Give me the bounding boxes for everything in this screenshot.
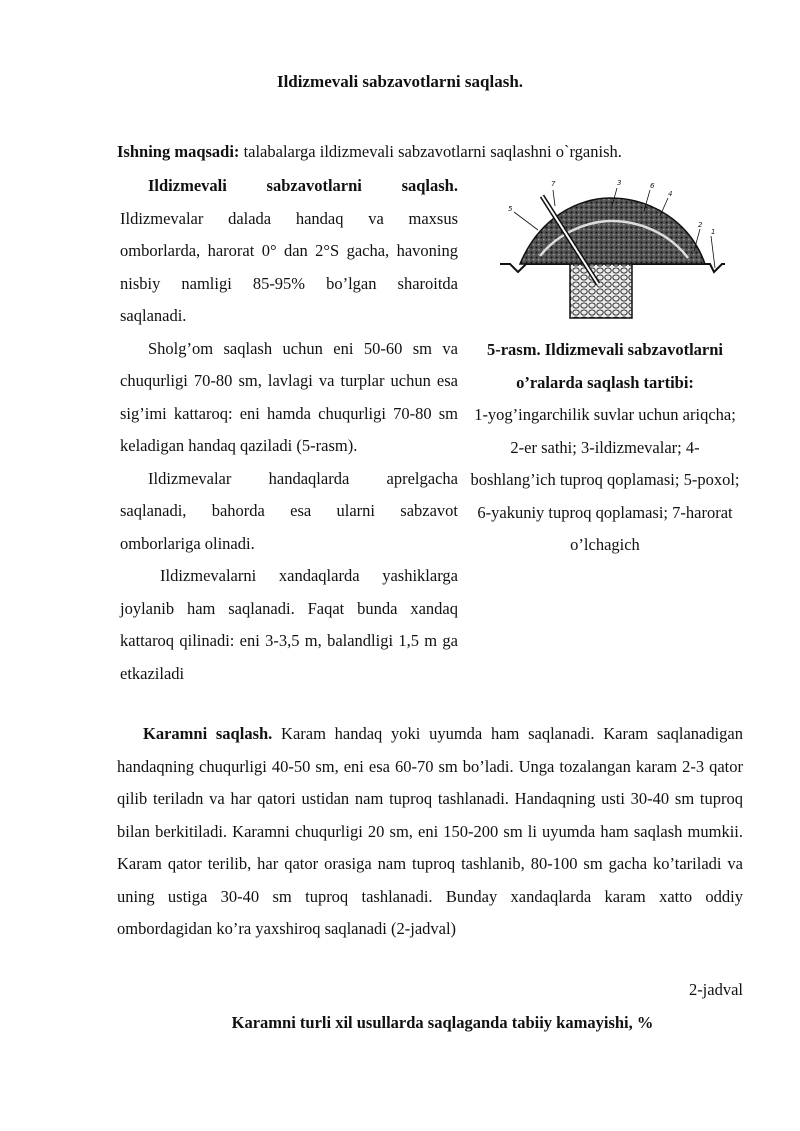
- paragraph-box-storage: Ildizmevalarni xandaqlarda yashiklarga joylanib ham saqlanadi. Faqat bunda xandaq kattaroq qilinadi: eni 3-3,5 m, balandligi 1,5 m ga etkaziladi: [120, 566, 458, 683]
- page-title: Ildizmevali sabzavotlarni saqlash.: [276, 72, 524, 91]
- figure-caption: [470, 334, 740, 562]
- trench-diagram-figure: [500, 176, 725, 322]
- purpose-label: Ishning maqsadi:: [117, 142, 240, 161]
- figure-label-6: 6: [650, 182, 655, 190]
- paragraph-cabbage-storage: Karamni saqlash. Karam handaq yoki uyumda ham saqlanadi. Karam saqlanadigan handaqning chuqurligi 40-50 sm, eni esa 60-70 sm bo’ladi. Unga tozalangan karam 2-3 qator qilib teriladn va har qatori ustidan nam tuproq tashlanadi. Handaqning usti 30-40 sm tuproq bilan berkitiladi. Karamni chuqurligi 20 sm, eni 150-200 sm li uyumda ham saqlash mumkii. Karam qator terilib, har qator orasiga nam tuproq tashlanib, 80-100 sm gacha ko’tariladi va uning ustiga 30-40 sm tuproq tashlanadi. Bunday xandaqlarda karam xatto oddiy ombordagidan ko’ra yaxshiroq saqlanadi (2-jadval): [117, 724, 743, 938]
- caption-legend: 1-yog’ingarchilik suvlar uchun ariqcha; 2-er sathi; 3-ildizmevalar; 4-boshlang’ich tuproq qoplamasi; 5-poxol; 6-yakuniy tuproq qoplamasi; 7-harorat o’lchagich: [470, 405, 740, 554]
- work-purpose: [117, 142, 757, 162]
- paragraph-storage-conditions: Ildizmevali sabzavotlarni saqlash. Ildizmevalar dalada handaq va maxsus omborlarda, harorat 0° dan 2°S gacha, havoning nisbiy namligi 85-95% bo’lgan sharoitda saqlanadi.: [120, 176, 458, 325]
- figure-label-4: 4: [668, 190, 673, 198]
- trench-root-vegetables: [570, 256, 632, 318]
- paragraph-april-storage: Ildizmevalar handaqlarda aprelgacha saqlanadi, bahorda esa ularni sabzavot omborlariga olinadi.: [120, 468, 458, 553]
- figure-label-2: 2: [698, 221, 703, 229]
- caption-title: 5-rasm. Ildizmevali sabzavotlarni o’ralarda saqlash tartibi:: [486, 340, 724, 392]
- table-title: Karamni turli xil usullarda saqlaganda tabiiy kamayishi, %: [231, 1013, 654, 1032]
- table-reference: 2-jadval: [688, 980, 743, 999]
- figure-label-7: 7: [551, 180, 556, 188]
- figure-label-3: 3: [617, 179, 622, 187]
- left-column-text: [120, 170, 458, 690]
- figure-label-5: 5: [508, 205, 513, 213]
- cabbage-section: [117, 718, 743, 946]
- paragraph-turnip-trench: Sholg’om saqlash uchun eni 50-60 sm va chuqurligi 70-80 sm, lavlagi va turplar uchun esa sig’imi kattaroq: eni hamda chuqurligi 70-80 sm keladigan handaq qaziladi (5-rasm).: [120, 338, 458, 455]
- section-heading-root-vegetables: Ildizmevali sabzavotlarni saqlash.: [148, 176, 458, 195]
- section-heading-cabbage: Karamni saqlash.: [143, 724, 273, 743]
- figure-label-1: 1: [711, 228, 716, 236]
- purpose-text: talabalarga ildizmevali sabzavotlarni saqlashni o`rganish.: [243, 142, 622, 161]
